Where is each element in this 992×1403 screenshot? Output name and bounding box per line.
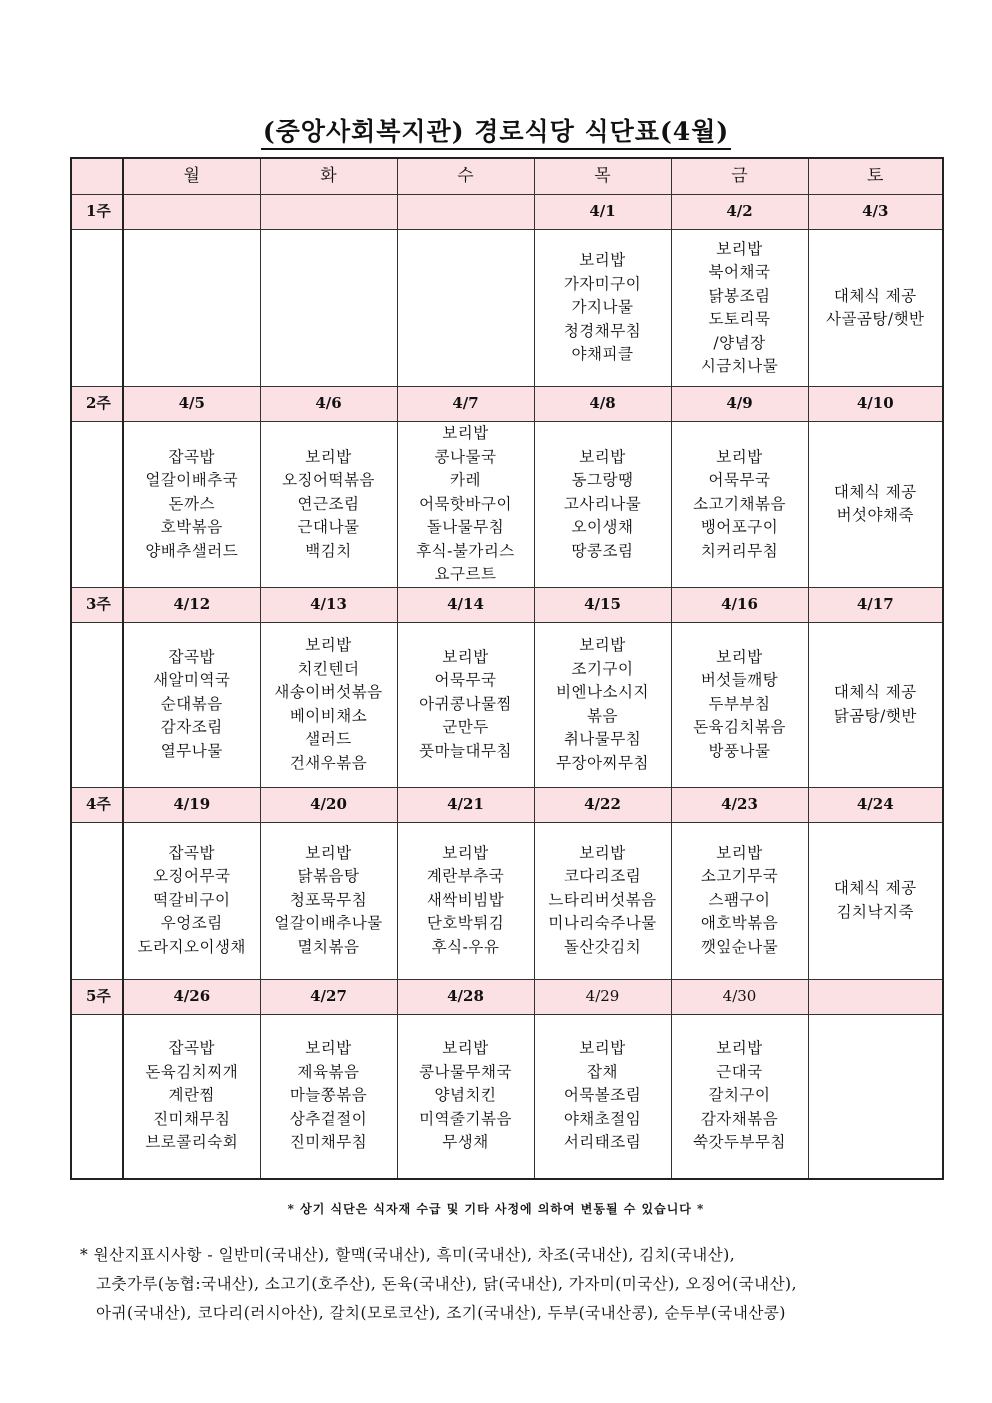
meal-item: 도라지오이생채 [137,937,246,956]
meal-item: 잡채 [587,1062,618,1081]
meal-item: 떡갈비구이 [153,890,231,909]
meal-item: 도토리묵 [708,310,771,328]
day-header: 토 [808,158,943,195]
week-meal-row [71,822,943,979]
date-cell: 4/12 [123,587,260,622]
meal-cell [260,230,397,387]
meal-item: 어묵볼조림 [563,1086,642,1105]
meal-item: 보리밥 [442,843,489,862]
meal-item: 베이비채소 [289,706,368,725]
meal-item: 진미채무침 [153,1109,231,1128]
meal-cell [123,622,260,787]
date-cell: 4/19 [123,787,260,822]
meal-item: 무장아찌무침 [556,753,649,772]
meal-item: 닭볶음탕 [297,867,360,886]
menu-body [71,195,943,1179]
meal-item: 보리밥 [305,843,352,862]
meal-item: 아귀콩나물찜 [419,694,512,713]
week-meal-row [71,1014,943,1179]
meal-item: 진미채무침 [289,1133,368,1152]
meal-item: 양념치킨 [434,1086,497,1105]
meal-item: 풋마늘대무침 [419,741,512,760]
meal-item: 대체식 제공 [833,482,917,501]
meal-item: 군만두 [442,718,489,737]
week-meal-row [71,230,943,387]
meal-cell [123,1014,260,1179]
meal-item: 돌나물무침 [426,518,505,536]
date-cell: 4/29 [534,979,671,1014]
day-header: 금 [671,158,808,195]
week-label: 4주 [71,787,123,822]
date-cell: 4/10 [808,387,943,422]
meal-cell [808,422,943,588]
meal-item: 청경채무침 [563,321,642,340]
meal-item: 잡곡밥 [168,447,215,466]
day-header: 월 [123,158,260,195]
meal-item: 깻잎순나물 [700,937,779,956]
date-cell: 4/27 [260,979,397,1014]
page-title-text: (중앙사회복지관) 경로식당 식단표(4월) [261,117,731,150]
meal-item: 버섯들깨탕 [700,671,779,690]
meal-item: 요구르트 [434,565,497,583]
date-cell: 4/16 [671,587,808,622]
meal-item: 가지나물 [571,298,634,317]
meal-cell [397,822,534,979]
meal-item: 보리밥 [305,1039,352,1058]
meal-item: 치커리무침 [700,541,779,560]
meal-cell [123,822,260,979]
meal-item: 잡곡밥 [168,647,215,666]
meal-item: 상추겉절이 [289,1109,368,1128]
meal-cell [260,622,397,787]
meal-item: 땅콩조림 [571,541,634,560]
meal-item: 어묵무국 [708,471,771,489]
date-cell: 4/24 [808,787,943,822]
meal-item: 순대볶음 [160,694,223,713]
week-date-row [71,787,943,822]
week-label: 1주 [71,195,123,230]
week-spacer-cell [71,422,123,588]
meal-item: 근대나물 [297,518,360,536]
meal-item: 보리밥 [579,251,626,270]
week-meal-row [71,622,943,787]
meal-item: 보리밥 [716,843,763,862]
meal-item: 무생채 [442,1133,489,1152]
meal-item: 마늘쫑볶음 [289,1086,368,1105]
meal-item: 얼갈이배추나물 [274,914,383,933]
meal-cell [808,622,943,787]
date-cell [397,195,534,230]
meal-cell [397,230,534,387]
meal-cell [671,422,808,588]
meal-item: 돌산갓김치 [563,937,642,956]
meal-item: 서리태조림 [563,1133,642,1152]
date-cell: 4/13 [260,587,397,622]
meal-item: 후식-불가리스 [416,541,515,560]
meal-item: 백김치 [305,541,352,560]
meal-item: 보리밥 [442,647,489,666]
meal-item: 야채피클 [571,345,634,364]
meal-item: 닭봉조림 [708,286,771,305]
meal-item: 계란부추국 [426,867,505,886]
date-cell [808,979,943,1014]
corner-cell [71,158,123,195]
meal-cell [808,1014,943,1179]
meal-item: 돈육김치볶음 [693,718,786,737]
meal-item: 미역줄기볶음 [419,1109,512,1128]
week-spacer-cell [71,230,123,387]
meal-item: 돈육김치찌개 [145,1062,239,1081]
meal-item: 쑥갓두부무침 [693,1133,786,1152]
meal-cell [671,822,808,979]
meal-cell [671,230,808,387]
origin-notice [80,1241,960,1328]
meal-item: 콩나물국 [434,447,497,466]
meal-item: 감자채볶음 [700,1109,779,1128]
date-cell [260,195,397,230]
week-label: 5주 [71,979,123,1014]
day-header: 화 [260,158,397,195]
meal-item: 새송이버섯볶음 [274,683,383,701]
date-cell: 4/21 [397,787,534,822]
meal-item: 방풍나물 [708,741,771,760]
meal-item: 소고기무국 [700,867,779,886]
meal-item: 코다리조림 [563,867,642,886]
meal-item: 콩나물무채국 [419,1062,512,1081]
meal-item: 오징어떡볶음 [282,471,375,489]
meal-item: 취나물무침 [563,730,642,748]
meal-item: 단호박튀김 [426,914,505,933]
week-label: 2주 [71,387,123,422]
meal-cell [397,422,534,588]
week-date-row [71,195,943,230]
meal-item: 보리밥 [442,1039,489,1058]
meal-item: 새싹비빔밥 [426,890,505,909]
date-cell: 4/8 [534,387,671,422]
meal-item: 근대국 [716,1062,763,1081]
week-meal-row [71,422,943,588]
meal-item: 호박볶음 [160,518,223,536]
meal-item: 보리밥 [442,424,489,442]
meal-cell [534,1014,671,1179]
week-spacer-cell [71,622,123,787]
meal-item: 보리밥 [716,647,763,666]
meal-item: 애호박볶음 [700,914,779,933]
day-header-row [71,158,943,195]
meal-item: 브로콜리숙회 [145,1133,239,1152]
meal-item: 보리밥 [716,1039,763,1058]
date-cell: 4/7 [397,387,534,422]
meal-item: 사골곰탕/햇반 [825,310,925,328]
date-cell [123,195,260,230]
week-date-row [71,979,943,1014]
date-cell: 4/20 [260,787,397,822]
meal-item: 샐러드 [305,730,352,748]
meal-item: 동그랑땡 [571,471,634,489]
week-date-row [71,587,943,622]
meal-item: 버섯야채죽 [836,506,914,525]
meal-cell [260,1014,397,1179]
meal-item: 새알미역국 [153,671,231,690]
date-cell: 4/1 [534,195,671,230]
footnote: * 상기 식단은 식자재 수급 및 기타 사정에 의하여 변동될 수 있습니다 * [287,1202,705,1216]
date-cell: 4/15 [534,587,671,622]
meal-item: 고사리나물 [563,494,642,513]
meal-item: 돈까스 [168,494,215,513]
origin-line: * 원산지표시사항 - 일반미(국내산), 할맥(국내산), 흑미(국내산), 차조(국내산), 김치(국내산), [80,1246,736,1264]
date-cell: 4/14 [397,587,534,622]
meal-cell [260,822,397,979]
meal-cell [534,822,671,979]
meal-item: 멸치볶음 [297,937,360,956]
meal-item: 후식-우유 [431,937,500,956]
meal-item: 보리밥 [579,843,626,862]
meal-item: 북어채국 [708,263,771,281]
meal-item: 야채초절임 [563,1109,642,1128]
meal-item: 양배추샐러드 [145,541,239,560]
meal-item: 두부부침 [708,694,771,713]
date-cell: 4/6 [260,387,397,422]
date-cell: 4/17 [808,587,943,622]
meal-item: 청포묵무침 [289,890,368,909]
meal-item: 느타리버섯볶음 [548,890,657,909]
meal-item: 뱅어포구이 [700,518,779,536]
meal-item: 계란찜 [168,1086,215,1105]
meal-cell [123,230,260,387]
meal-item: 비엔나소시지 [556,683,649,701]
meal-item: 오이생채 [571,518,634,536]
meal-item: 보리밥 [305,447,352,466]
meal-item: /양념장 [713,333,766,352]
meal-item: 우엉조림 [160,914,223,933]
meal-cell [397,1014,534,1179]
date-cell: 4/30 [671,979,808,1014]
meal-item: 가자미구이 [563,274,642,293]
meal-item: 스팸구이 [708,890,771,909]
meal-item: 닭곰탕/햇반 [833,706,917,725]
date-cell: 4/2 [671,195,808,230]
meal-cell [534,230,671,387]
meal-item: 갈치구이 [708,1086,771,1105]
week-spacer-cell [71,822,123,979]
date-cell: 4/23 [671,787,808,822]
date-cell: 4/9 [671,387,808,422]
meal-item: 대체식 제공 [833,879,917,897]
meal-item: 보리밥 [579,636,626,654]
meal-item: 소고기채볶음 [693,494,786,513]
meal-item: 열무나물 [160,741,223,760]
meal-item: 보리밥 [579,447,626,466]
meal-item: 어묵무국 [434,671,497,690]
meal-cell [808,822,943,979]
meal-item: 대체식 제공 [833,683,917,701]
meal-item: 보리밥 [305,636,352,654]
meal-item: 잡곡밥 [168,843,215,862]
week-spacer-cell [71,1014,123,1179]
meal-item: 연근조림 [297,494,360,513]
meal-item: 조기구이 [571,659,634,678]
meal-item: 김치낙지죽 [836,902,914,921]
meal-item: 감자조림 [160,718,223,737]
origin-line: 아귀(국내산), 코다리(러시아산), 갈치(모로코산), 조기(국내산), 두부(국내산콩), 순두부(국내산콩) [96,1304,786,1322]
date-cell: 4/3 [808,195,943,230]
meal-item: 보리밥 [716,239,763,258]
meal-cell [534,622,671,787]
date-cell: 4/28 [397,979,534,1014]
meal-cell [671,1014,808,1179]
meal-item: 미나리숙주나물 [548,914,657,933]
meal-item: 보리밥 [579,1039,626,1058]
day-header: 수 [397,158,534,195]
meal-item: 잡곡밥 [168,1039,215,1058]
meal-cell [260,422,397,588]
meal-cell [397,622,534,787]
meal-item: 치킨텐더 [297,659,360,678]
week-label: 3주 [71,587,123,622]
meal-item: 제육볶음 [297,1062,360,1081]
origin-line: 고춧가루(농협:국내산), 소고기(호주산), 돈육(국내산), 닭(국내산), 가자미(미국산), 오징어(국내산), [96,1275,798,1293]
menu-table [70,157,944,1180]
meal-item: 어묵핫바구이 [419,494,512,513]
meal-item: 오징어무국 [153,867,231,886]
meal-item: 보리밥 [716,447,763,466]
meal-item: 카레 [450,471,481,489]
meal-cell [808,230,943,387]
meal-cell [671,622,808,787]
meal-cell [534,422,671,588]
meal-item: 대체식 제공 [833,286,917,305]
week-date-row [71,387,943,422]
date-cell: 4/26 [123,979,260,1014]
page-title [0,112,992,148]
meal-item: 건새우볶음 [289,753,368,772]
meal-item: 시금치나물 [700,357,779,375]
meal-item: 볶음 [587,706,618,725]
day-header: 목 [534,158,671,195]
meal-item: 얼갈이배추국 [145,471,239,489]
date-cell: 4/5 [123,387,260,422]
meal-cell [123,422,260,588]
date-cell: 4/22 [534,787,671,822]
